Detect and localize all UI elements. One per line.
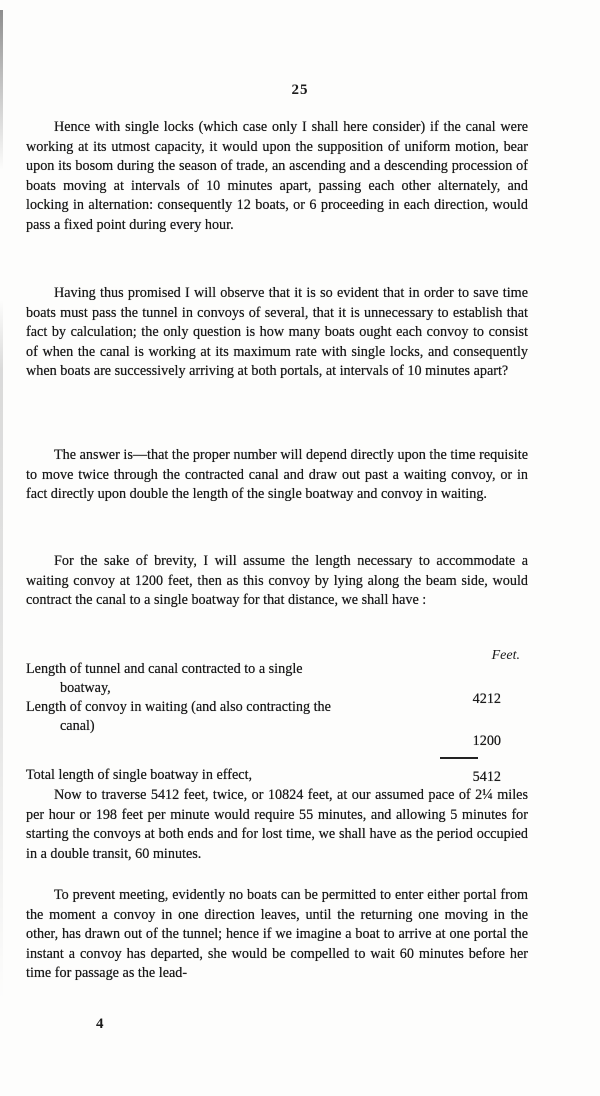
table-row-label-line1: Total length of single boatway in effect, (26, 767, 253, 783)
paragraph-prevent-meeting (26, 886, 528, 986)
paragraph-traverse (26, 786, 528, 866)
paragraph-text: Hence with single locks (which case only I shall here consider) if the canal were working at its utmost capacity, it would upon the supposition of uniform motion, bear upon its bosom during the season of trade, an ascending and a descending procession of boats moving at intervals of 10 minutes apart, passing each other alternately, and locking in alternation: consequently 12 boats, or 6 proceeding in each direction, would pass a fixed point during every hour. (26, 119, 528, 233)
paragraph-single-locks (26, 118, 528, 237)
table-row-value: 5412 (472, 769, 501, 785)
paragraph-convoys (26, 284, 528, 384)
signature-mark: 4 (96, 1016, 104, 1032)
table-unit-header: Feet. (491, 648, 520, 663)
table-row-label (26, 766, 446, 785)
binding-edge-shadow-lower (0, 300, 3, 1000)
table-row-label-line2: boatway, (60, 680, 111, 696)
page-number: 25 (291, 82, 309, 98)
table-row-label-line2: canal) (60, 718, 95, 734)
paragraph-answer (26, 446, 528, 507)
table-row-value: 1200 (472, 733, 501, 749)
table-row-label (26, 660, 446, 698)
paragraph-text: For the sake of brevity, I will assume the length necessary to accommodate a waiting convoy at 1200 feet, then as this convoy by lying along the beam side, would contract the canal to a single boatway for that distance, we shall have : (26, 553, 528, 608)
table-row-label-line1: Length of convoy in waiting (and also contracting the (26, 699, 331, 715)
table-row-label (26, 698, 446, 736)
table-row-label-line1: Length of tunnel and canal contracted to a single (26, 661, 303, 677)
paragraph-text: Now to traverse 5412 feet, twice, or 10824 feet, at our assumed pace of 2¼ miles per hour or 198 feet per minute would require 55 minutes, and allowing 5 minutes for starting the convoys at both ends and for lost time, we shall have as the period occupied in a double transit, 60 minutes. (26, 787, 528, 862)
paragraph-text: Having thus promised I will observe that it is so evident that in order to save time boats must pass the tunnel in convoys of several, that it is unnecessary to establish that fact by calculation; the only question is how many boats ought each convoy to consist of when the canal is working at its maximum rate with single locks, and consequently when boats are successively arriving at both portals, at intervals of 10 minutes apart? (26, 285, 528, 379)
table-row (26, 698, 531, 749)
sum-rule-divider (440, 757, 478, 759)
paragraph-text: The answer is—that the proper number will depend directly upon the time requisite to move twice through the contracted canal and draw out past a waiting convoy, or in fact directly upon double the length of the single boatway and convoy in waiting. (26, 447, 528, 502)
table-row-total (26, 766, 531, 785)
paragraph-text: To prevent meeting, evidently no boats can be permitted to enter either portal from the moment a convoy in one direction leaves, until the returning one moving in the other, has drawn out of the tunnel; hence if we imagine a boat to arrive at one portal the instant a convoy has departed, she would be compelled to wait 60 minutes before her time for passage as the lead- (26, 887, 528, 981)
table-row-value: 4212 (472, 691, 501, 707)
paragraph-brevity (26, 552, 528, 613)
